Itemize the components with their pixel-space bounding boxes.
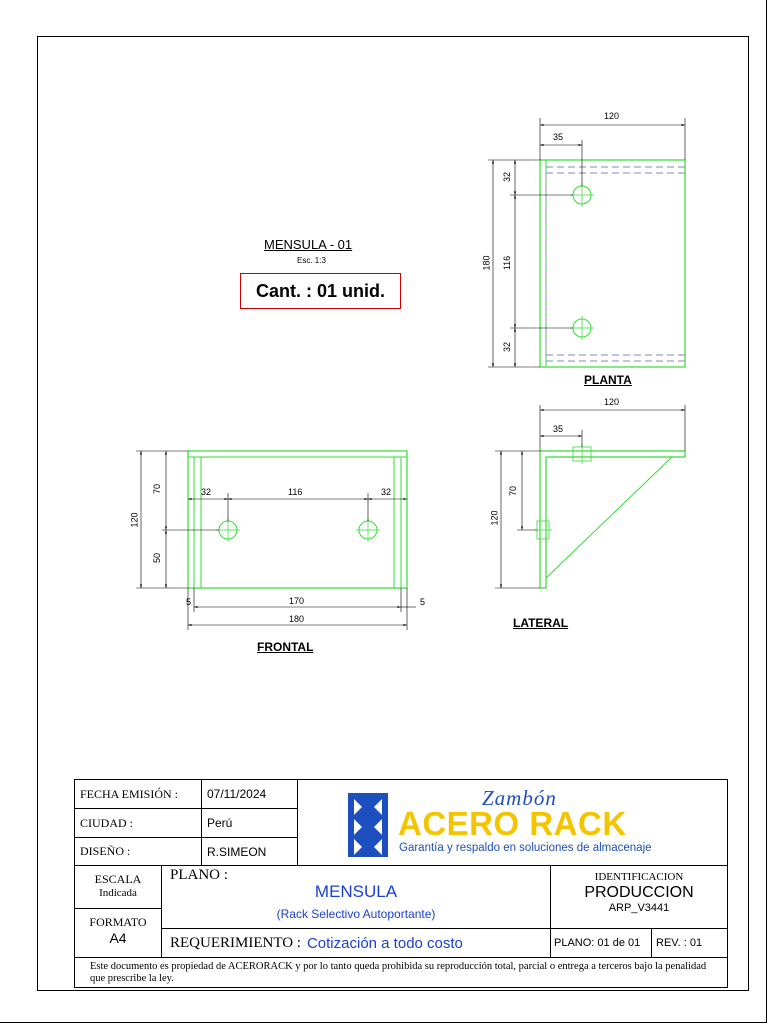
acero-rack-logo-icon: [348, 793, 388, 857]
revision: REV. : 01: [651, 928, 728, 958]
lateral-dim-hole-label: 35: [553, 424, 564, 434]
identificacion-cell: [550, 865, 728, 929]
lateral-view: [495, 405, 685, 588]
planta-dim-bottom-label: 32: [502, 341, 513, 353]
diseno-label: DISEÑO :: [74, 837, 202, 866]
frontal-dim-mid-label: 116: [288, 487, 303, 497]
requerimiento-value: Cotización a todo costo: [306, 934, 463, 952]
plano-subtitle: (Rack Selectivo Autoportante): [276, 907, 436, 921]
planta-dim-top-label: 32: [502, 171, 513, 183]
part-title: MENSULA - 01: [264, 237, 353, 252]
frontal-dim-edge-right-label: 5: [420, 597, 426, 607]
requerimiento-cell: [161, 928, 551, 958]
formato-cell: [74, 908, 162, 958]
frontal-dim-total-label: 180: [289, 614, 305, 624]
planta-dim-length-label: 180: [481, 255, 492, 271]
escala-label: ESCALA: [94, 872, 142, 886]
frontal-outline: [188, 451, 407, 588]
fecha-value: 07/11/2024: [201, 779, 298, 809]
frontal-label: FRONTAL: [257, 640, 314, 654]
logo-tagline: Garantía y respaldo en soluciones de almacenaje: [399, 842, 652, 854]
planta-view: [488, 118, 685, 367]
lateral-dim-upper-label: 70: [508, 485, 519, 497]
planta-dim-mid-label: 116: [502, 255, 513, 271]
identificacion-value: PRODUCCION: [584, 884, 694, 901]
logo-script: Zambón: [482, 786, 557, 810]
logo-brand: ACERO RACK: [398, 805, 627, 842]
escala-cell: [74, 865, 162, 909]
formato-value: A4: [109, 930, 127, 946]
plano-name: MENSULA: [314, 882, 398, 901]
frontal-dim-inner-label: 170: [289, 596, 305, 606]
identificacion-code: ARP_V3441: [608, 902, 670, 914]
quantity-box: Cant. : 01 unid.: [240, 273, 401, 309]
frontal-dim-left-label: 32: [201, 487, 212, 497]
frontal-dim-upper-label: 70: [152, 483, 163, 495]
ciudad-label: CIUDAD :: [74, 808, 202, 838]
planta-label: PLANTA: [584, 373, 632, 387]
frontal-dim-height-label: 120: [129, 512, 140, 528]
formato-label: FORMATO: [89, 915, 147, 929]
frontal-dim-right-label: 32: [381, 487, 392, 497]
fecha-label: FECHA EMISIÓN :: [74, 779, 202, 809]
lateral-angle-profile: [540, 451, 685, 588]
planta-dim-hole-label: 35: [553, 132, 564, 142]
lateral-dim-width-label: 120: [604, 397, 620, 407]
lateral-dim-height-label: 120: [489, 510, 500, 526]
frontal-view: [136, 451, 416, 630]
frontal-dim-lower-label: 50: [152, 552, 163, 564]
part-scale-note: Esc. 1:3: [297, 256, 326, 265]
lateral-label: LATERAL: [513, 616, 569, 630]
footer-note: Este documento es propiedad de ACERORACK y por lo tanto queda prohibida su reproducción total, parcial o entrega a terceros bajo la penalidad que prescribe la ley.: [74, 957, 728, 988]
planta-outline: [540, 160, 685, 367]
identificacion-label: IDENTIFICACION: [594, 871, 684, 883]
lateral-gusset: [546, 457, 672, 578]
escala-value: Indicada: [99, 887, 137, 899]
frontal-dim-edge-left-label: 5: [186, 597, 192, 607]
plano-number: PLANO: 01 de 01: [550, 928, 652, 958]
plano-label: PLANO :: [170, 867, 228, 883]
diseno-value: R.SIMEON: [201, 837, 298, 866]
requerimiento-label: REQUERIMIENTO :: [170, 934, 301, 951]
ciudad-value: Perú: [201, 808, 298, 838]
planta-dim-width-label: 120: [604, 111, 620, 121]
